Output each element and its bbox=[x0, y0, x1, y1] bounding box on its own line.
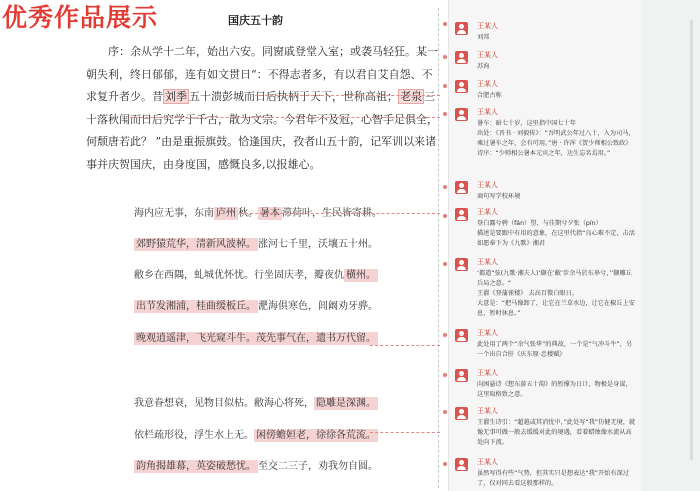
avatar-icon bbox=[455, 458, 468, 471]
comment-author: 王某人 bbox=[477, 51, 498, 59]
comment-connector bbox=[255, 95, 440, 96]
comment-text: 苏洵 bbox=[477, 63, 490, 70]
comment-text: 向困悬诗《想东游五十韵》的暂撑为日计，物极是身谋，这里取格致之意。 bbox=[477, 381, 632, 398]
verse-line[interactable] bbox=[134, 299, 378, 315]
avatar-icon bbox=[455, 22, 468, 35]
verse-highlight[interactable]: 庐州 bbox=[216, 208, 236, 219]
comment-text: 虽然写得有些“气势，但其实只是想表达“我”开始有深过了，仅对同去看这般那样的。 bbox=[477, 470, 629, 487]
verse-highlight[interactable]: 闲傍蟾姮老，徐徐各荒流。 bbox=[256, 430, 376, 441]
verse-line[interactable] bbox=[134, 331, 378, 347]
verse-text: 滞荷叶，生民皆寄耕。 bbox=[282, 208, 382, 219]
avatar-icon bbox=[455, 208, 468, 221]
avatar-icon bbox=[455, 80, 468, 93]
verse-text: 海内应无事，东南 bbox=[134, 208, 214, 219]
comment-connector bbox=[130, 117, 440, 118]
document-title: 国庆五十韵 bbox=[228, 14, 283, 27]
comment-anchor bbox=[443, 373, 447, 377]
preface-part-3: 三十落秋闱而日后究学于千古，散为文宗。今君年不及冠，心智手足俱全，何颓唐若此？ ”由是重振旗鼓。恰逢国庆，孜者山五十韵，记军训以来诸事并庆贺国庆，由身度国，感慨良多,以报雄心。 bbox=[86, 90, 438, 171]
verse-highlight[interactable]: 暑本 bbox=[260, 208, 280, 219]
preface-text[interactable] bbox=[86, 41, 438, 176]
comment-text: 登白露兮骋（fán）望，与佳期兮夕张（pín） 描述是要跟中有用的意象，在这里代指“良心难不定，击活如愿奉下为《九歌》湘君 bbox=[477, 220, 635, 247]
verse-text: 淝海俱寒色，闾阚劝牙骅。 bbox=[258, 301, 378, 312]
verse-line[interactable] bbox=[134, 396, 378, 412]
comment-connector bbox=[370, 432, 440, 433]
comment-anchor bbox=[443, 185, 447, 189]
avatar-icon bbox=[455, 108, 468, 121]
comment-author: 王某人 bbox=[477, 22, 498, 30]
verse-highlight[interactable]: 韵角揭雄幕，英姿破愁忧。 bbox=[136, 461, 256, 472]
comment-author: 王某人 bbox=[477, 407, 498, 415]
avatar-icon bbox=[455, 407, 468, 420]
comment-anchor bbox=[443, 410, 447, 414]
verse-text: 至交二三子，劝我勿自圆。 bbox=[258, 461, 378, 472]
comment-text: 暑车：暗七十岁，这里指中国七十年 出处：《晋书 · 刘毅传》：“吾明武公年过八十，入为司马，乘过暑车之年，会有可用。”唐 · 许浑《贺少师相公致政》诗序：“少师相公暑本元宾之年，达生忘名焉用。” bbox=[477, 120, 635, 157]
comment-author: 王某人 bbox=[477, 181, 498, 189]
comment-author: 王某人 bbox=[477, 80, 498, 88]
comment-anchor bbox=[443, 333, 447, 337]
verse-highlight[interactable]: 横州。 bbox=[346, 270, 376, 281]
vertical-scrollbar[interactable] bbox=[690, 20, 693, 460]
verse-text: 涨河七千里，沃壤五十州。 bbox=[258, 239, 378, 250]
verse-line[interactable] bbox=[134, 428, 378, 444]
comment-anchor bbox=[443, 22, 447, 26]
comment-anchor bbox=[443, 55, 447, 59]
avatar-icon bbox=[455, 258, 468, 271]
highlight-liuji[interactable]: 刘季 bbox=[165, 90, 187, 103]
verse-highlight[interactable]: 郊野猿荒华，清新风波棹。 bbox=[136, 239, 256, 250]
comment-author: 王某人 bbox=[477, 108, 498, 116]
comment-author: 王某人 bbox=[477, 369, 498, 377]
verse-text: 依栏疏形役，浮生水上无。 bbox=[134, 430, 254, 441]
verse-text: 我意眷想衰，见物目似枯。敝海心将死， bbox=[134, 398, 314, 409]
comment-anchor bbox=[443, 462, 447, 466]
comments-panel bbox=[448, 0, 641, 491]
avatar-icon bbox=[455, 51, 468, 64]
highlight-laoquan[interactable]: 老泉 bbox=[400, 90, 422, 103]
comment-author: 王某人 bbox=[477, 208, 498, 216]
avatar-icon bbox=[455, 181, 468, 194]
verse-line[interactable] bbox=[134, 206, 382, 222]
verse-highlight[interactable]: 出节发湘浦，桂曲缓板丘。 bbox=[136, 301, 256, 312]
verse-line[interactable] bbox=[134, 459, 378, 475]
verse-text: 秋。 bbox=[238, 208, 258, 219]
comment-anchor bbox=[443, 262, 447, 266]
comment-author: 王某人 bbox=[477, 258, 498, 266]
comment-author: 王某人 bbox=[477, 458, 498, 466]
verse-text: 敝乡在西隅，虬城优怀忧。行坐固庆孝，瓣夜仇 bbox=[134, 270, 344, 281]
comment-text: 合肥古称 bbox=[477, 92, 502, 99]
comment-connector bbox=[370, 345, 440, 346]
preface-part-2: 五十溃彭城而日后执柄于天下，世称高祖； bbox=[189, 90, 398, 103]
comment-connector bbox=[240, 213, 440, 214]
avatar-icon bbox=[455, 369, 468, 382]
comment-text: 商句写学校环境 bbox=[477, 193, 521, 200]
comment-text: 刘邦 bbox=[477, 34, 490, 41]
comment-text: 王濯生诗引：“超越或其消忧中，”此处写“我”仿健无境，就像无事可做一般去缓缓对此的境遇，看着蜡烛像水流从高处向下流。 bbox=[477, 419, 636, 446]
preface-part-1: 序：余从学十二年，始出六安。同窗戚登堂入室；或袭马轻狂。某一朝失利，终日郁郁，连有如文贯日“：不得志者多，有以君自艾自怨、不求复升者少。昔 bbox=[86, 45, 438, 103]
preface-paragraph[interactable] bbox=[86, 41, 438, 176]
margin-divider bbox=[438, 8, 439, 488]
verse-highlight[interactable]: 隐雕是深渊。 bbox=[316, 398, 376, 409]
comment-text: ‘都道“弦(九歌·湘夫人)’撷在‘敝’步余马於东皋兮，’’撷雕丘兵局之意。“ 王濯《登蒲雀楼》 去高百微白眼日。 大意是：“把马像卸了，让它在兰草水边，让它在椒丘上安息，暂时休息。” bbox=[477, 270, 635, 317]
comment-text: 此处用了两个“余气张华”的典故，一个是“气冲斗牛”，另一个出自合肝《庆东原·忠楼赋》 bbox=[477, 341, 633, 358]
comment-anchor bbox=[443, 112, 447, 116]
avatar-icon bbox=[455, 329, 468, 342]
comment-anchor bbox=[443, 214, 447, 218]
showcase-banner: 优秀作品展示 bbox=[2, 3, 159, 32]
verse-line[interactable] bbox=[134, 237, 378, 253]
verse-line[interactable] bbox=[134, 268, 378, 284]
comment-anchor bbox=[443, 84, 447, 88]
comment-author: 王某人 bbox=[477, 329, 498, 337]
verse-highlight[interactable]: 晚观逍遥津，飞光窥斗牛。茂先事气在，遗书万代留。 bbox=[136, 333, 376, 344]
